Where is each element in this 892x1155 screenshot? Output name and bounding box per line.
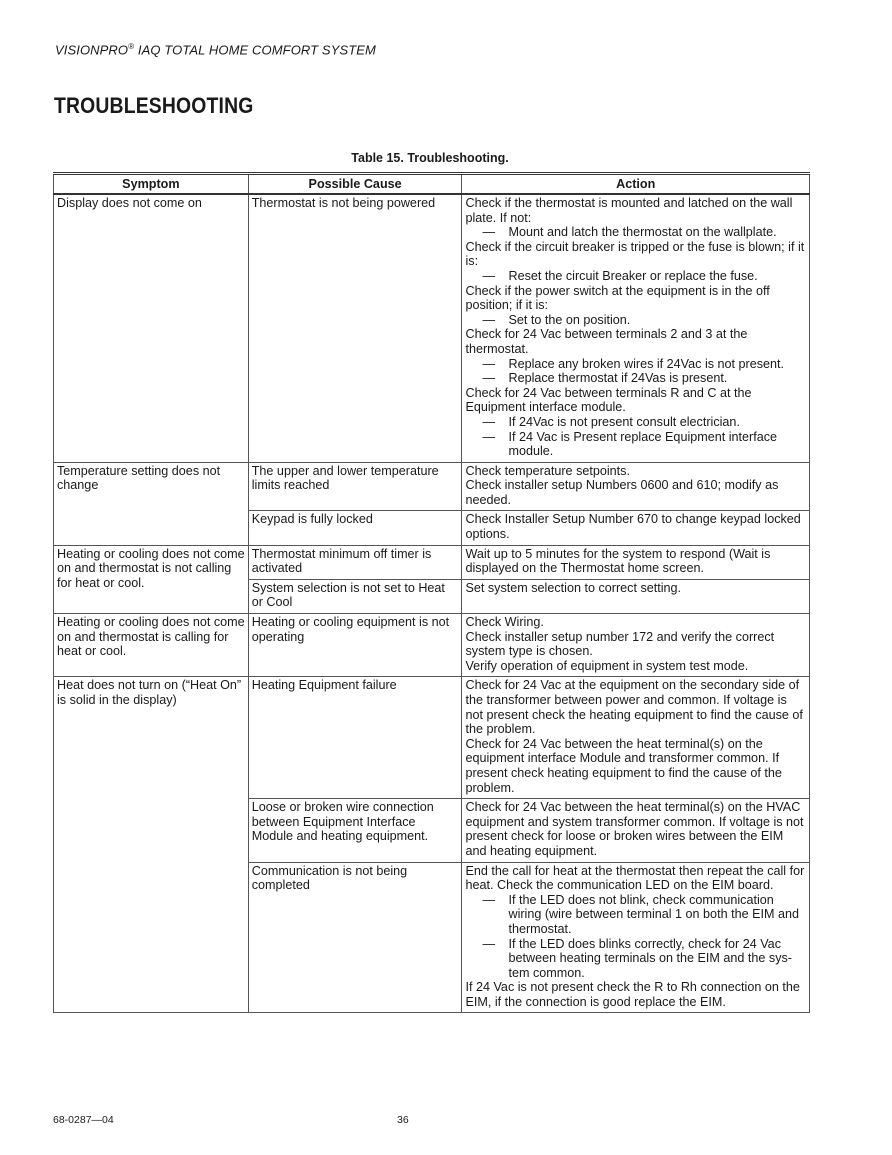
dash-bullet: —	[482, 936, 496, 951]
action-step	[465, 893, 806, 937]
action-text: If 24 Vac is not present check the R to Rh connection on the EIM, if the connection is good replace the EIM.	[465, 980, 800, 1009]
header-rest: IAQ TOTAL HOME COMFORT SYSTEM	[134, 42, 376, 58]
cause-cell: Heating or cooling equipment is not operating	[248, 614, 462, 677]
symptom-cell: Temperature setting does not change	[54, 462, 249, 545]
action-step-text: If 24 Vac is Present replace Equipment interface module.	[508, 429, 778, 459]
action-cell	[462, 511, 810, 545]
action-step-text: Set to the on position.	[508, 312, 631, 327]
action-text: Check Wiring.	[465, 615, 544, 630]
action-step-text: Mount and latch the thermostat on the wallplate.	[508, 225, 777, 240]
action-step-text: Replace thermostat if 24Vas is present.	[508, 371, 728, 386]
table-row	[54, 545, 810, 579]
cause-cell: Heating Equipment failure	[248, 677, 462, 799]
running-header	[55, 42, 376, 57]
symptom-cell: Heat does not turn on (“Heat On” is solid in the display)	[54, 677, 249, 1013]
cause-cell: Communication is not being completed	[248, 862, 462, 1013]
document-number: 68-0287—04	[53, 1114, 114, 1126]
action-text: Check if the circuit breaker is tripped or the fuse is blown; if it is:	[465, 239, 805, 269]
action-step-text: If the LED does not blink, check communication wiring (wire between terminal 1 on both the EIM and thermostat.	[508, 892, 799, 936]
dash-bullet: —	[482, 414, 496, 429]
table-row	[54, 462, 810, 511]
action-step	[465, 313, 806, 328]
table-row	[54, 194, 810, 462]
action-step	[465, 357, 806, 372]
action-text: Check installer setup Numbers 0600 and 610; modify as needed.	[465, 478, 779, 507]
table-row	[54, 677, 810, 799]
action-step-text: Reset the circuit Breaker or replace the fuse.	[508, 268, 758, 283]
action-step-text: If the LED does blinks correctly, check for 24 Vac between heating terminals on the EIM and the sys-tem common.	[508, 936, 792, 980]
dash-bullet: —	[482, 371, 496, 386]
action-step	[465, 937, 806, 981]
action-text: Check Installer Setup Number 670 to change keypad locked options.	[465, 512, 801, 542]
action-text: Check for 24 Vac between the heat terminal(s) on the HVAC equipment and system transformer common. If voltage is not present check for loose or broken wires between the EIM and heating equipment.	[465, 800, 804, 858]
dash-bullet: —	[482, 268, 496, 283]
action-text: Set system selection to correct setting.	[465, 580, 682, 595]
cause-cell: The upper and lower temperature limits reached	[248, 462, 462, 511]
action-text: Check temperature setpoints.	[465, 463, 630, 478]
action-text: Check if the power switch at the equipment is in the off position; if it is:	[465, 283, 770, 313]
action-text: Check for 24 Vac between the heat terminal(s) on the equipment interface Module and transformer common. If present check heating equipment to find the cause of the problem.	[465, 736, 782, 795]
action-step	[465, 430, 806, 459]
column-header-action: Action	[462, 174, 810, 195]
cause-cell: Thermostat is not being powered	[248, 194, 462, 462]
registered-mark: ®	[128, 42, 135, 51]
action-cell	[462, 614, 810, 677]
dash-bullet: —	[482, 429, 496, 444]
action-text: Check installer setup number 172 and verify the correct system type is chosen.	[465, 629, 775, 659]
cause-cell: Loose or broken wire connection between Equipment Interface Module and heating equipment.	[248, 799, 462, 862]
dash-bullet: —	[482, 892, 496, 907]
action-text: Check for 24 Vac between terminals 2 and 3 at the thermostat.	[465, 327, 748, 356]
table-header-row	[54, 174, 810, 195]
action-cell	[462, 799, 810, 862]
symptom-cell: Heating or cooling does not come on and thermostat is calling for heat or cool.	[54, 614, 249, 677]
action-text: Check for 24 Vac at the equipment on the secondary side of the transformer between power and common. If voltage is not present check the heating equipment to find the cause of the problem.	[465, 678, 803, 737]
cause-cell: System selection is not set to Heat or Cool	[248, 579, 462, 613]
page-title: TROUBLESHOOTING	[54, 93, 254, 118]
cause-cell: Thermostat minimum off timer is activated	[248, 545, 462, 579]
dash-bullet: —	[482, 312, 496, 327]
action-step	[465, 371, 806, 386]
action-cell	[462, 579, 810, 613]
action-cell	[462, 462, 810, 511]
table-caption: Table 15. Troubleshooting.	[351, 151, 509, 165]
column-header-symptom: Symptom	[54, 174, 249, 195]
action-text: Verify operation of equipment in system test mode.	[465, 658, 749, 673]
action-text: Wait up to 5 minutes for the system to respond (Wait is displayed on the Thermostat home screen.	[465, 546, 771, 576]
troubleshooting-table	[53, 172, 810, 1013]
action-step-text: If 24Vac is not present consult electrician.	[508, 414, 740, 429]
action-step	[465, 269, 806, 284]
dash-bullet: —	[482, 225, 496, 240]
cause-cell: Keypad is fully locked	[248, 511, 462, 545]
table-body	[54, 194, 810, 1013]
action-cell	[462, 545, 810, 579]
brand-name: VISIONPRO	[55, 42, 129, 58]
page-number: 36	[397, 1114, 409, 1126]
action-text: Check if the thermostat is mounted and latched on the wall plate. If not:	[465, 196, 793, 225]
action-step	[465, 415, 806, 430]
table-row	[54, 614, 810, 677]
action-step	[465, 225, 806, 240]
action-cell	[462, 677, 810, 799]
symptom-cell: Heating or cooling does not come on and thermostat is not calling for heat or cool.	[54, 545, 249, 613]
column-header-cause: Possible Cause	[248, 174, 462, 195]
action-text: End the call for heat at the thermostat then repeat the call for heat. Check the communication LED on the EIM board.	[465, 863, 805, 893]
action-step-text: Replace any broken wires if 24Vac is not present.	[508, 356, 785, 371]
action-cell	[462, 862, 810, 1013]
action-text: Check for 24 Vac between terminals R and C at the Equipment interface module.	[465, 385, 752, 415]
action-cell	[462, 194, 810, 462]
dash-bullet: —	[482, 356, 496, 371]
symptom-cell: Display does not come on	[54, 194, 249, 462]
